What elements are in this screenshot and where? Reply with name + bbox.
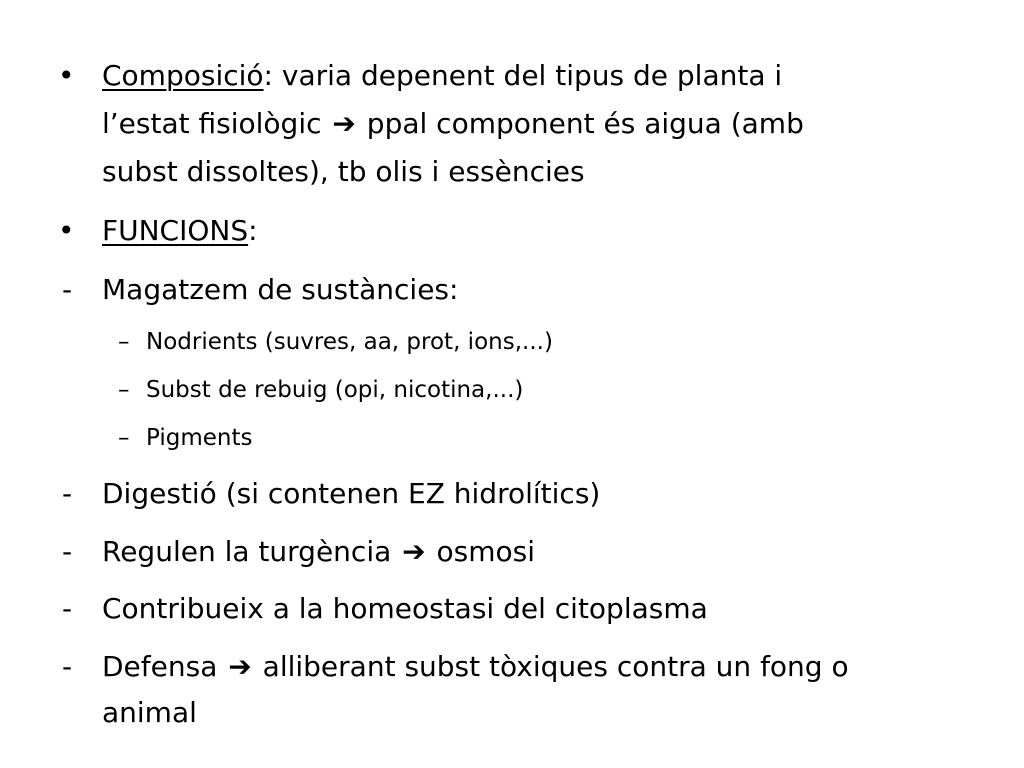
defensa-start: Defensa (102, 650, 218, 683)
dash-item-turgencia (0, 528, 1024, 576)
composicio-line-3: subst dissoltes), tb olis i essències (102, 155, 585, 188)
turgencia-start: Regulen la turgència (102, 535, 392, 568)
composicio-line-1 (102, 52, 972, 100)
arrow-right-icon: ➔ (228, 650, 252, 683)
bullet-funcions (0, 207, 1024, 255)
turgencia-end: osmosi (436, 535, 536, 568)
defensa-line-2: animal (102, 696, 197, 729)
sub-item-pigments (0, 414, 1024, 462)
composicio-line-2-rest: ppal component és aigua (amb (366, 107, 804, 140)
dash-item-digestio (0, 470, 1024, 518)
pigments-text: Pigments (146, 425, 253, 451)
turgencia-text (102, 528, 972, 576)
digestio-text: Digestió (si contenen EZ hidrolítics) (102, 477, 601, 510)
dash-marker: - (62, 650, 73, 683)
composicio-line-1-rest: : varia depenent del tipus de planta i (263, 59, 783, 92)
arrow-right-icon: ➔ (402, 535, 426, 568)
nodrients-text: Nodrients (suvres, aa, prot, ions,...) (146, 329, 553, 355)
funcions-title: FUNCIONS (102, 214, 249, 247)
sub-marker: – (118, 425, 130, 451)
sub-item-rebuig (0, 366, 1024, 414)
dash-marker: - (62, 592, 73, 625)
dash-item-defensa (0, 643, 1024, 739)
composicio-title: Composició (102, 59, 264, 92)
defensa-line-1-rest: alliberant subst tòxiques contra un fong o (262, 650, 849, 683)
magatzem-text: Magatzem de sustàncies: (102, 273, 459, 306)
dash-item-homeostasi (0, 585, 1024, 633)
sub-item-nodrients (0, 318, 1024, 366)
bullet-marker: • (58, 59, 75, 92)
bullet-composicio (0, 52, 1024, 196)
dash-item-magatzem (0, 266, 1024, 314)
sub-marker: – (118, 377, 130, 403)
defensa-line-1 (102, 643, 972, 691)
dash-marker: - (62, 477, 73, 510)
arrow-right-icon: ➔ (332, 107, 356, 140)
composicio-line-2-start: l’estat fisiològic (102, 107, 322, 140)
funcions-heading (102, 207, 972, 255)
dash-marker: - (62, 535, 73, 568)
funcions-colon: : (248, 214, 258, 247)
sub-marker: – (118, 329, 130, 355)
homeostasi-text: Contribueix a la homeostasi del citoplasma (102, 592, 708, 625)
dash-marker: - (62, 273, 73, 306)
rebuig-text: Subst de rebuig (opi, nicotina,...) (146, 377, 524, 403)
composicio-line-2 (102, 100, 972, 148)
bullet-marker: • (58, 214, 75, 247)
